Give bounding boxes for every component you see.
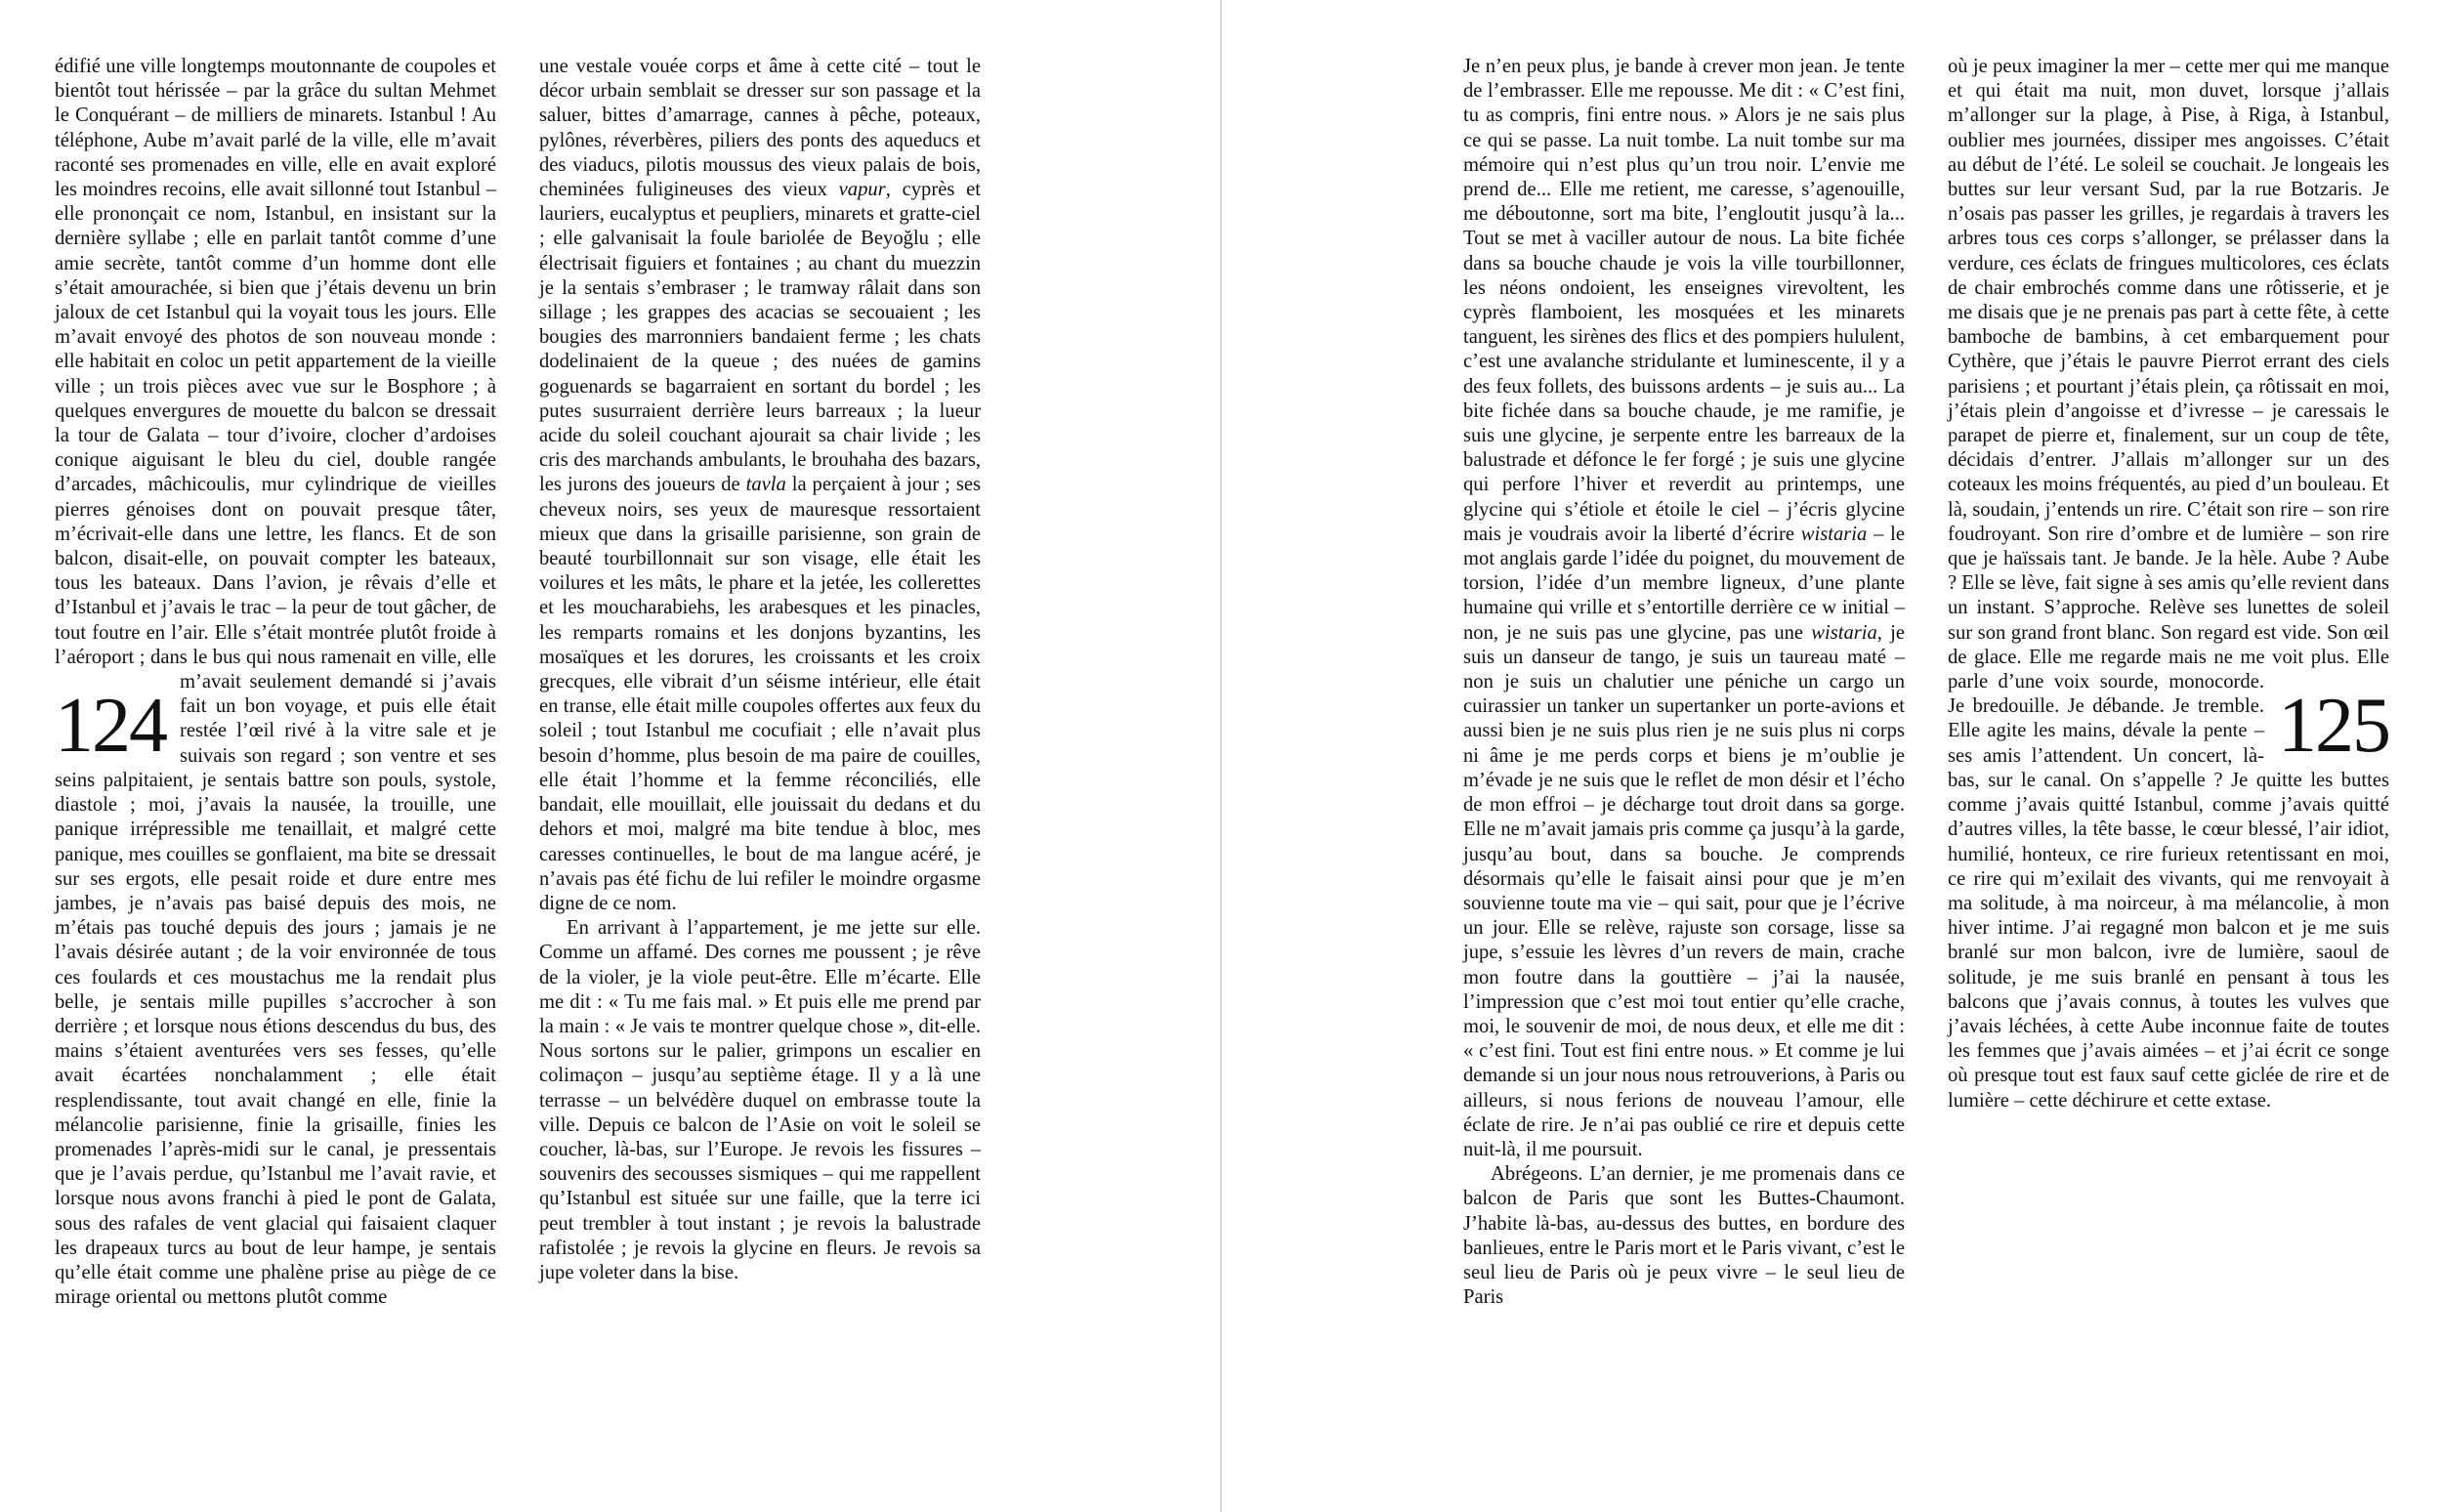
italic-word: tavla — [745, 474, 786, 496]
body-paragraph: où je peux imaginer la mer – cette mer qui me manque et qui était ma nuit, mon duvet, lorsque j’allais m’allonger sur la plage, à Pise, à Riga, à Istanbul, oublier mes journées, dissiper mes angoisses. C’était au début de l’été. Le soleil se couchait. Je longeais les buttes sur leur versant Sud, par la rue Botzaris. Je n’osais pas passer les grilles, je regardais à travers les arbres tous ces corps s’allonger, se prélasser dans la verdure, ces éclats de fringues multicolores, ces éclats de chair embrochés comme dans une rôtisserie, et je me disais que je ne prenais pas part à cette fête, à cette bamboche de bambins, à cet embarquement pour Cythère, que j’étais le pauvre Pierrot errant des ciels parisiens ; et pourtant j’étais plein, ça rôtissait en moi, j’étais plein d’angoisse et d’ivresse – je caressais le parapet de pierre et, finalement, sur un coup de tête, décidais d’entrer. J’allais m’allonger sur un des coteaux les moins fréquentés, au pied d’un bouleau. Et là, soudain, j’entends un rire. C’était son rire – son rire foudroyant. Son rire d’ombre et de lumière – son rire que je haïssais tant. Je bande. Je la hèle. Aube ? Aube ? Elle se lève, fait signe à ses amis qu’elle revient dans un instant. S’approche. Relève ses lunettes de soleil sur son grand front blanc. Son regard est vide. Son œil de glace. Elle me regarde mais ne me voit plus. Elle parle d’une voix sourde, monocorde. Je bredouille. Je débande. Je tremble. Elle agite les mains, dévale la pente – ses amis l’attendent. Un concert, là-bas, sur le canal. On s’appelle ? Je quitte les buttes comme j’avais quitté Istanbul, comme j’avais quitté d’autres villes, la tête basse, le cœur blessé, l’air idiot, humilié, honteux, ce rire furieux retentissant en moi, ce rire qui m’exilait des vivants, qui me renvoyait à ma solitude, à ma noirceur, à ma mélancolie, à mon hiver intime. J’ai regagné mon balcon et je me suis branlé sur mon balcon, ivre de lumière, saoul de solitude, je me suis branlé en pensant à tous les balcons que j’avais connus, à toutes les vulves que j’avais léchées, à cette Aube inconnue faite de toutes les femmes que j’avais aimées – et j’ai écrit ce songe où presque tout est faux sauf cette giclée de rire et de lumière – cette déchirure et cette extase. — [1948, 56, 2389, 1112]
italic-word: vapur — [838, 179, 886, 201]
body-paragraph: En arrivant à l’appartement, je me jette sur elle. Comme un affamé. Des cornes me poussent ; je rêve de la violer, je la viole peut-être. Elle m’écarte. Elle me dit : « Tu me fais mal. » Et puis elle me prend par la main : « Je vais te montrer quelque chose », dit-elle. Nous sortons sur le palier, grimpons un escalier en colimaçon – jusqu’au septième étage. Il y a là une terrasse – un belvédère duquel on embrasse toute la ville. Depuis ce balcon de l’Asie on voit le soleil se coucher, là-bas, sur l’Europe. Je revois les fissures – souvenirs des secousses sismiques – qui me rappellent qu’Istanbul est située sur une faille, que la terre ici peut trembler à tout instant ; je revois la balustrade rafistolée ; je revois la glycine en fleurs. Je revois sa jupe voleter dans la bise. — [539, 917, 981, 1283]
body-paragraph: édifié une ville longtemps moutonnante de coupoles et bientôt tout hérissée – par la grâce du sultan Mehmet le Conquérant – de milliers de minarets. Istanbul ! Au téléphone, Aube m’avait parlé de la ville, elle m’avait raconté ses promenades en ville, elle en avait exploré les moindres recoins, elle avait sillonné tout Istanbul – elle prononçait ce nom, Istanbul, en insistant sur la dernière syllabe ; elle en parlait tantôt comme d’une amie secrète, tantôt comme d’un homme dont elle s’était amourachée, si bien que j’étais devenu un brin jaloux de cet Istanbul qui la voyait tous les jours. Elle m’avait envoyé des photos de son nouveau monde : elle habitait en coloc un petit appartement de la vieille ville ; un trois pièces avec vue sur le Bosphore ; à quelques envergures de mouette du balcon se dressait la tour de Galata – tour d’ivoire, clocher d’ardoises conique aiguisant le bleu du ciel, double rangée d’arcades, mâchicoulis, mur cylindrique de vieilles pierres génoises dont on pouvait presque tâter, m’écrivait-elle dans une lettre, les flancs. Et de son balcon, disait-elle, on pouvait compter les bateaux, tous les bateaux. Dans l’avion, je rêvais d’elle et d’Istanbul et j’avais le trac – la peur de tout gâcher, de tout foutre en l’air. Elle s’était montrée plutôt froide à l’aéroport ; dans le bus qui nous ramenait en ville, elle m’avait seulement demandé si j’avais fait un bon voyage, et puis elle était restée l’œil rivé à la vitre sale et je suivais son regard ; son ventre et ses seins palpitaient, je sentais battre son pouls, systole, diastole ; moi, j’avais la nausée, la trouille, une panique irrépressible me tenaillait, et malgré cette panique, mes couilles se gonflaient, ma bite se dressait sur ses ergots, elle pesait roide et dure entre mes jambes, je n’avais pas baisé depuis des mois, ne m’étais pas touché depuis des jours ; jamais je ne l’avais désirée autant ; de la voir environnée de tous ces foulards et ces moustachus me la rendait plus belle, je sentais mille pupilles s’accrocher à son derrière ; et lorsque nous étions descendus du bus, des mains s’étaient aventurées vers ses fesses, qu’elle avait écartées nonchalamment ; elle était resplendissante, tout avait changé en elle, finie la mélancolie parisienne, finie la grisaille, finies les promenades l’après-midi sur le canal, je pressentais que je l’avais perdue, qu’Istanbul me l’avait ravie, et lorsque nous avons franchi à pied le pont de Galata, sous des rafales de vent glacial qui faisaient claquer les drapeaux turcs au bout de leur hampe, je sentais qu’elle était comme une phalène prise au piège de ce mirage oriental ou mettons plutôt comme — [55, 56, 496, 1309]
page-number-left: 124 — [55, 683, 166, 769]
left-page-column-1 — [55, 55, 496, 1310]
left-page-column-2 — [539, 55, 981, 1285]
page-gutter — [1220, 0, 1222, 1512]
body-paragraph: Je n’en peux plus, je bande à crever mon jean. Je tente de l’embrasser. Elle me repousse. Me dit : « C’est fini, tu as compris, fini entre nous. » Alors je ne sais plus ce qui se passe. La nuit tombe. La nuit tombe sur ma mémoire qui n’est plus qu’un trou noir. L’envie me prend de... Elle me retient, me caresse, s’agenouille, me déboutonne, sort ma bite, l’engloutit jusqu’à la... Tout se met à vaciller autour de nous. La bite fichée dans sa bouche chaude je vois la ville tourbillonner, les néons ondoient, les enseignes virevoltent, les cyprès flamboient, les mosquées et les minarets tanguent, les sirènes des flics et des pompiers hululent, c’est une avalanche stridulante et luminescente, il y a des feux follets, des buissons ardents – je suis au... La bite fichée dans sa bouche chaude, je me ramifie, je suis une glycine, je serpente entre les barreaux de la balustrade et défonce le fer forgé ; je suis une glycine qui perfore l’hiver et reverdit au printemps, une glycine qui s’étiole et étoile le ciel – j’écris glycine mais je voudrais avoir la liberté d’écrire wistaria – le mot anglais garde l’idée du poignet, du mouvement de torsion, l’idée d’un membre ligneux, d’une plante humaine qui vrille et s’entortille derrière ce w initial – non, je ne suis pas une glycine, pas une wistaria, je suis un danseur de tango, je suis un taureau maté – non je suis un chalutier une péniche un cargo un cuirassier un tanker un supertanker un porte-avions et aussi bien je ne suis plus rien je ne suis plus ni corps ni âme je me perds corps et biens je m’oublie je m’évade je ne suis que le reflet de mon désir et l’écho de mon effroi – je décharge tout droit dans sa gorge. Elle ne m’avait jamais pris comme ça jusqu’à la garde, jusqu’au bout, dans sa bouche. Je comprends désormais qu’elle le faisait ainsi pour que je m’en souvienne toute ma vie – qui sait, pour que je l’écrive un jour. Elle se relève, rajuste son corsage, lisse sa jupe, s’essuie les lèvres d’un revers de main, crache mon foutre dans la gouttière – j’ai la nausée, l’impression que c’est moi tout entier qu’elle crache, moi, le souvenir de moi, de nous deux, et elle me dit : « c’est fini. Tout est fini entre nous. » Et comme je lui demande si un jour nous nous retrouverions, à Paris ou ailleurs, si nous ferions de nouveau l’amour, elle éclate de rire. Je n’ai pas oublié ce rire et depuis cette nuit-là, il me poursuit. — [1463, 56, 1905, 1160]
right-page-column-2 — [1948, 55, 2389, 1113]
body-paragraph: Abrégeons. L’an dernier, je me promenais dans ce balcon de Paris que sont les Buttes-Chaumont. J’habite là-bas, au-dessus des buttes, en bordure des banlieues, entre le Paris mort et le Paris vivant, c’est le seul lieu de Paris où je peux vivre – le seul lieu de Paris — [1463, 1163, 1905, 1309]
body-paragraph: une vestale vouée corps et âme à cette cité – tout le décor urbain semblait se dresser sur son passage et la saluer, bittes d’amarrage, cannes à pêche, poteaux, pylônes, réverbères, piliers des ponts des aqueducs et des viaducs, pilotis moussus des vieux palais de bois, cheminées fuligineuses des vieux vapur, cyprès et lauriers, eucalyptus et peupliers, minarets et gratte-ciel ; elle galvanisait la foule bariolée de Beyoğlu ; elle électrisait figuiers et fontaines ; au chant du muezzin je la sentais s’embraser ; le tramway râlait dans son sillage ; les grappes des acacias se secouaient ; les bougies des marronniers bandaient ferme ; les chats dodelinaient de la queue ; des nuées de gamins goguenards se bagarraient en sortant du bordel ; les putes susurraient derrière leurs barreaux ; la lueur acide du soleil couchant ajourait sa chair livide ; les cris des marchands ambulants, le brouhaha des bazars, les jurons des joueurs de tavla la perçaient à jour ; ses cheveux noirs, ses yeux de mauresque ressortaient mieux que dans la grisaille parisienne, son grain de beauté tourbillonnait sur son visage, elle était les voilures et les mâts, le phare et la jetée, les collerettes et les moucharabiehs, les arabesques et les pinacles, les remparts romains et les donjons byzantins, les mosaïques et les dorures, les croissants et les croix grecques, elle vibrait d’un séisme intérieur, elle était en transe, elle était mille coupoles offertes aux feux du soleil ; tout Istanbul me cocufiait ; elle n’avait plus besoin d’homme, plus besoin de ma paire de couilles, elle était l’homme et la femme réconciliés, elle bandait, elle mouillait, elle jouissait du dedans et du dehors et moi, malgré ma bite tendue à bloc, mes caresses continuelles, le bout de ma langue acéré, je n’avais pas été fichu de lui refiler le moindre orgasme digne de ce nom. — [539, 56, 981, 914]
italic-word: wistaria — [1800, 523, 1868, 545]
italic-word: wistaria — [1811, 621, 1877, 644]
page-number-right: 125 — [2278, 683, 2389, 769]
right-page-column-1 — [1463, 55, 1905, 1310]
